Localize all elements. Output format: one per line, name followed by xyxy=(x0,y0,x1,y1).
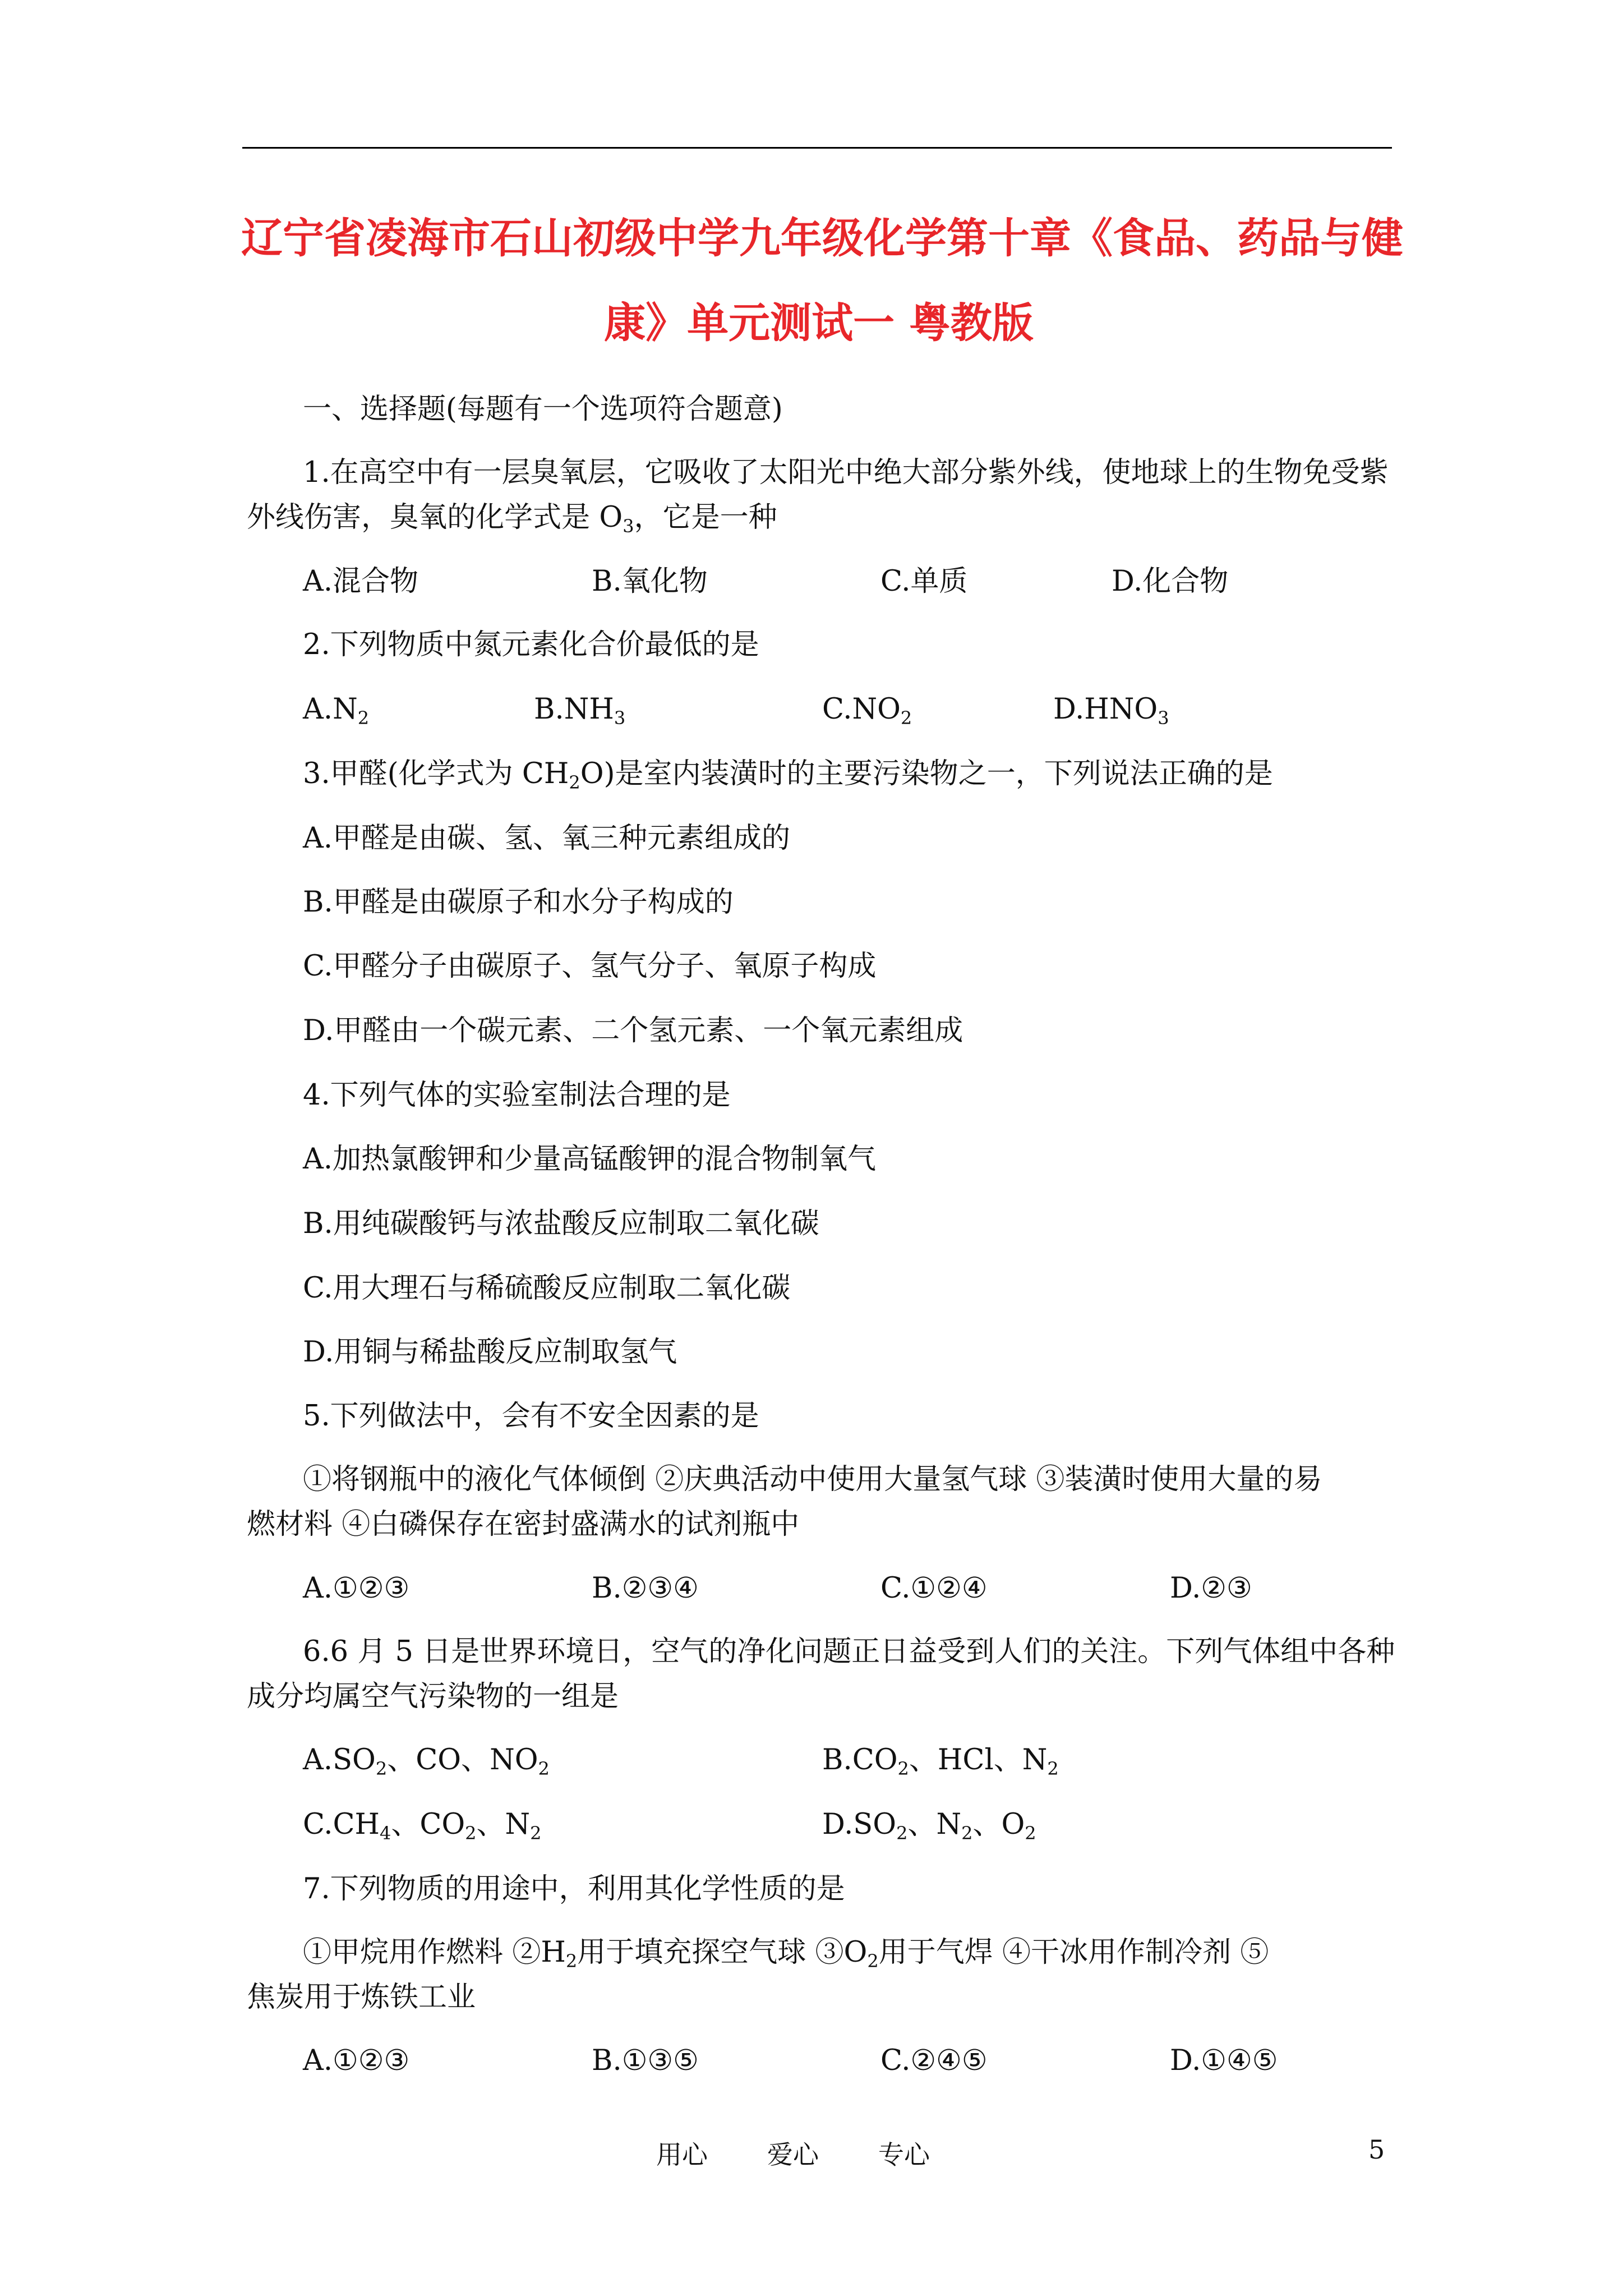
question-1-option-c: C.单质 xyxy=(880,565,968,598)
question-3-stem: 3.甲醛(化学式为 $CH_2O$)是室内装潢时的主要污染物之一，下列说法正确的是 xyxy=(303,757,1273,793)
question-1-option-b: B.氧化物 xyxy=(592,565,708,598)
question-7-option-c: C.②④⑤ xyxy=(880,2044,988,2077)
question-5-option-b: B.②③④ xyxy=(592,1572,699,1605)
question-6-stem-1: 6.6 月 5 日是世界环境日，空气的净化问题正日益受到人们的关注。下列气体组中各种 xyxy=(303,1635,1395,1668)
question-5-option-c: C.①②④ xyxy=(880,1572,988,1605)
question-6-option-d: $D.SO_2$、$N_2$、$O_2$ xyxy=(822,1808,1036,1844)
header-rule xyxy=(242,147,1392,149)
question-2-stem: 2.下列物质中氮元素化合价最低的是 xyxy=(303,628,759,661)
question-3-option-b: B.甲醛是由碳原子和水分子构成的 xyxy=(303,886,734,919)
question-7-option-d: D.①④⑤ xyxy=(1170,2044,1278,2077)
question-7-stem-3: 焦炭用于炼铁工业 xyxy=(247,1981,476,2014)
question-3-option-c: C.甲醛分子由碳原子、氢气分子、氧原子构成 xyxy=(303,950,877,983)
question-4-option-a: A.加热氯酸钾和少量高锰酸钾的混合物制氧气 xyxy=(303,1143,877,1176)
question-5-stem-2: ①将钢瓶中的液化气体倾倒 ②庆典活动中使用大量氢气球 ③装潢时使用大量的易 xyxy=(303,1463,1322,1496)
section-heading: 一、选择题(每题有一个选项符合题意) xyxy=(303,393,783,426)
question-6-option-b: $B.CO_2$、HCl、$N_2$ xyxy=(822,1743,1059,1779)
question-2-option-d: $D.HNO_3$ xyxy=(1053,693,1169,729)
document-title-line-2: 康》单元测试一 粤教版 xyxy=(604,299,1034,347)
question-7-option-a: A.①②③ xyxy=(303,2044,410,2077)
question-2-option-a: $A.N_2$ xyxy=(303,693,370,729)
question-3-option-a: A.甲醛是由碳、氢、氧三种元素组成的 xyxy=(303,822,791,855)
question-4-option-d: D.用铜与稀盐酸反应制取氢气 xyxy=(303,1336,677,1369)
question-4-option-b: B.用纯碳酸钙与浓盐酸反应制取二氧化碳 xyxy=(303,1207,819,1240)
question-7-stem-2: ①甲烷用作燃料 $②H_2$用于填充探空气球 $③O_2$用于气焊 ④干冰用作制冷剂 ⑤ xyxy=(303,1936,1269,1972)
question-1-stem-2: 外线伤害，臭氧的化学式是 $O_3$，它是一种 xyxy=(247,501,777,537)
question-1-option-d: D.化合物 xyxy=(1112,565,1229,598)
question-2-option-b: $B.NH_3$ xyxy=(534,693,626,729)
question-4-option-c: C.用大理石与稀硫酸反应制取二氧化碳 xyxy=(303,1272,791,1305)
question-6-stem-2: 成分均属空气污染物的一组是 xyxy=(247,1680,619,1713)
question-1-option-a: A.混合物 xyxy=(303,565,419,598)
question-5-stem-1: 5.下列做法中，会有不安全因素的是 xyxy=(303,1400,759,1433)
question-5-option-a: A.①②③ xyxy=(303,1572,410,1605)
footer-motto-1: 用心 xyxy=(656,2139,708,2170)
question-3-option-d: D.甲醛由一个碳元素、二个氢元素、一个氧元素组成 xyxy=(303,1014,963,1047)
document-title-line-1: 辽宁省凌海市石山初级中学九年级化学第十章《食品、药品与健 xyxy=(241,214,1403,263)
question-4-stem: 4.下列气体的实验室制法合理的是 xyxy=(303,1079,731,1112)
page-number: 5 xyxy=(1368,2134,1385,2165)
footer-motto-2: 爱心 xyxy=(767,2139,819,2170)
footer-motto-3: 专心 xyxy=(878,2139,930,2170)
question-7-option-b: B.①③⑤ xyxy=(592,2044,699,2077)
question-2-option-c: $C.NO_2$ xyxy=(822,693,912,729)
question-5-stem-3: 燃材料 ④白磷保存在密封盛满水的试剂瓶中 xyxy=(247,1508,800,1541)
question-7-stem-1: 7.下列物质的用途中，利用其化学性质的是 xyxy=(303,1872,845,1906)
question-6-option-a: $A.SO_2$、CO、$NO_2$ xyxy=(303,1743,550,1779)
question-1-stem-1: 1.在高空中有一层臭氧层，它吸收了太阳光中绝大部分紫外线，使地球上的生物免受紫 xyxy=(303,456,1389,489)
question-6-option-c: $C.CH_4$、$CO_2$、$N_2$ xyxy=(303,1808,542,1844)
question-5-option-d: D.②③ xyxy=(1170,1572,1252,1605)
